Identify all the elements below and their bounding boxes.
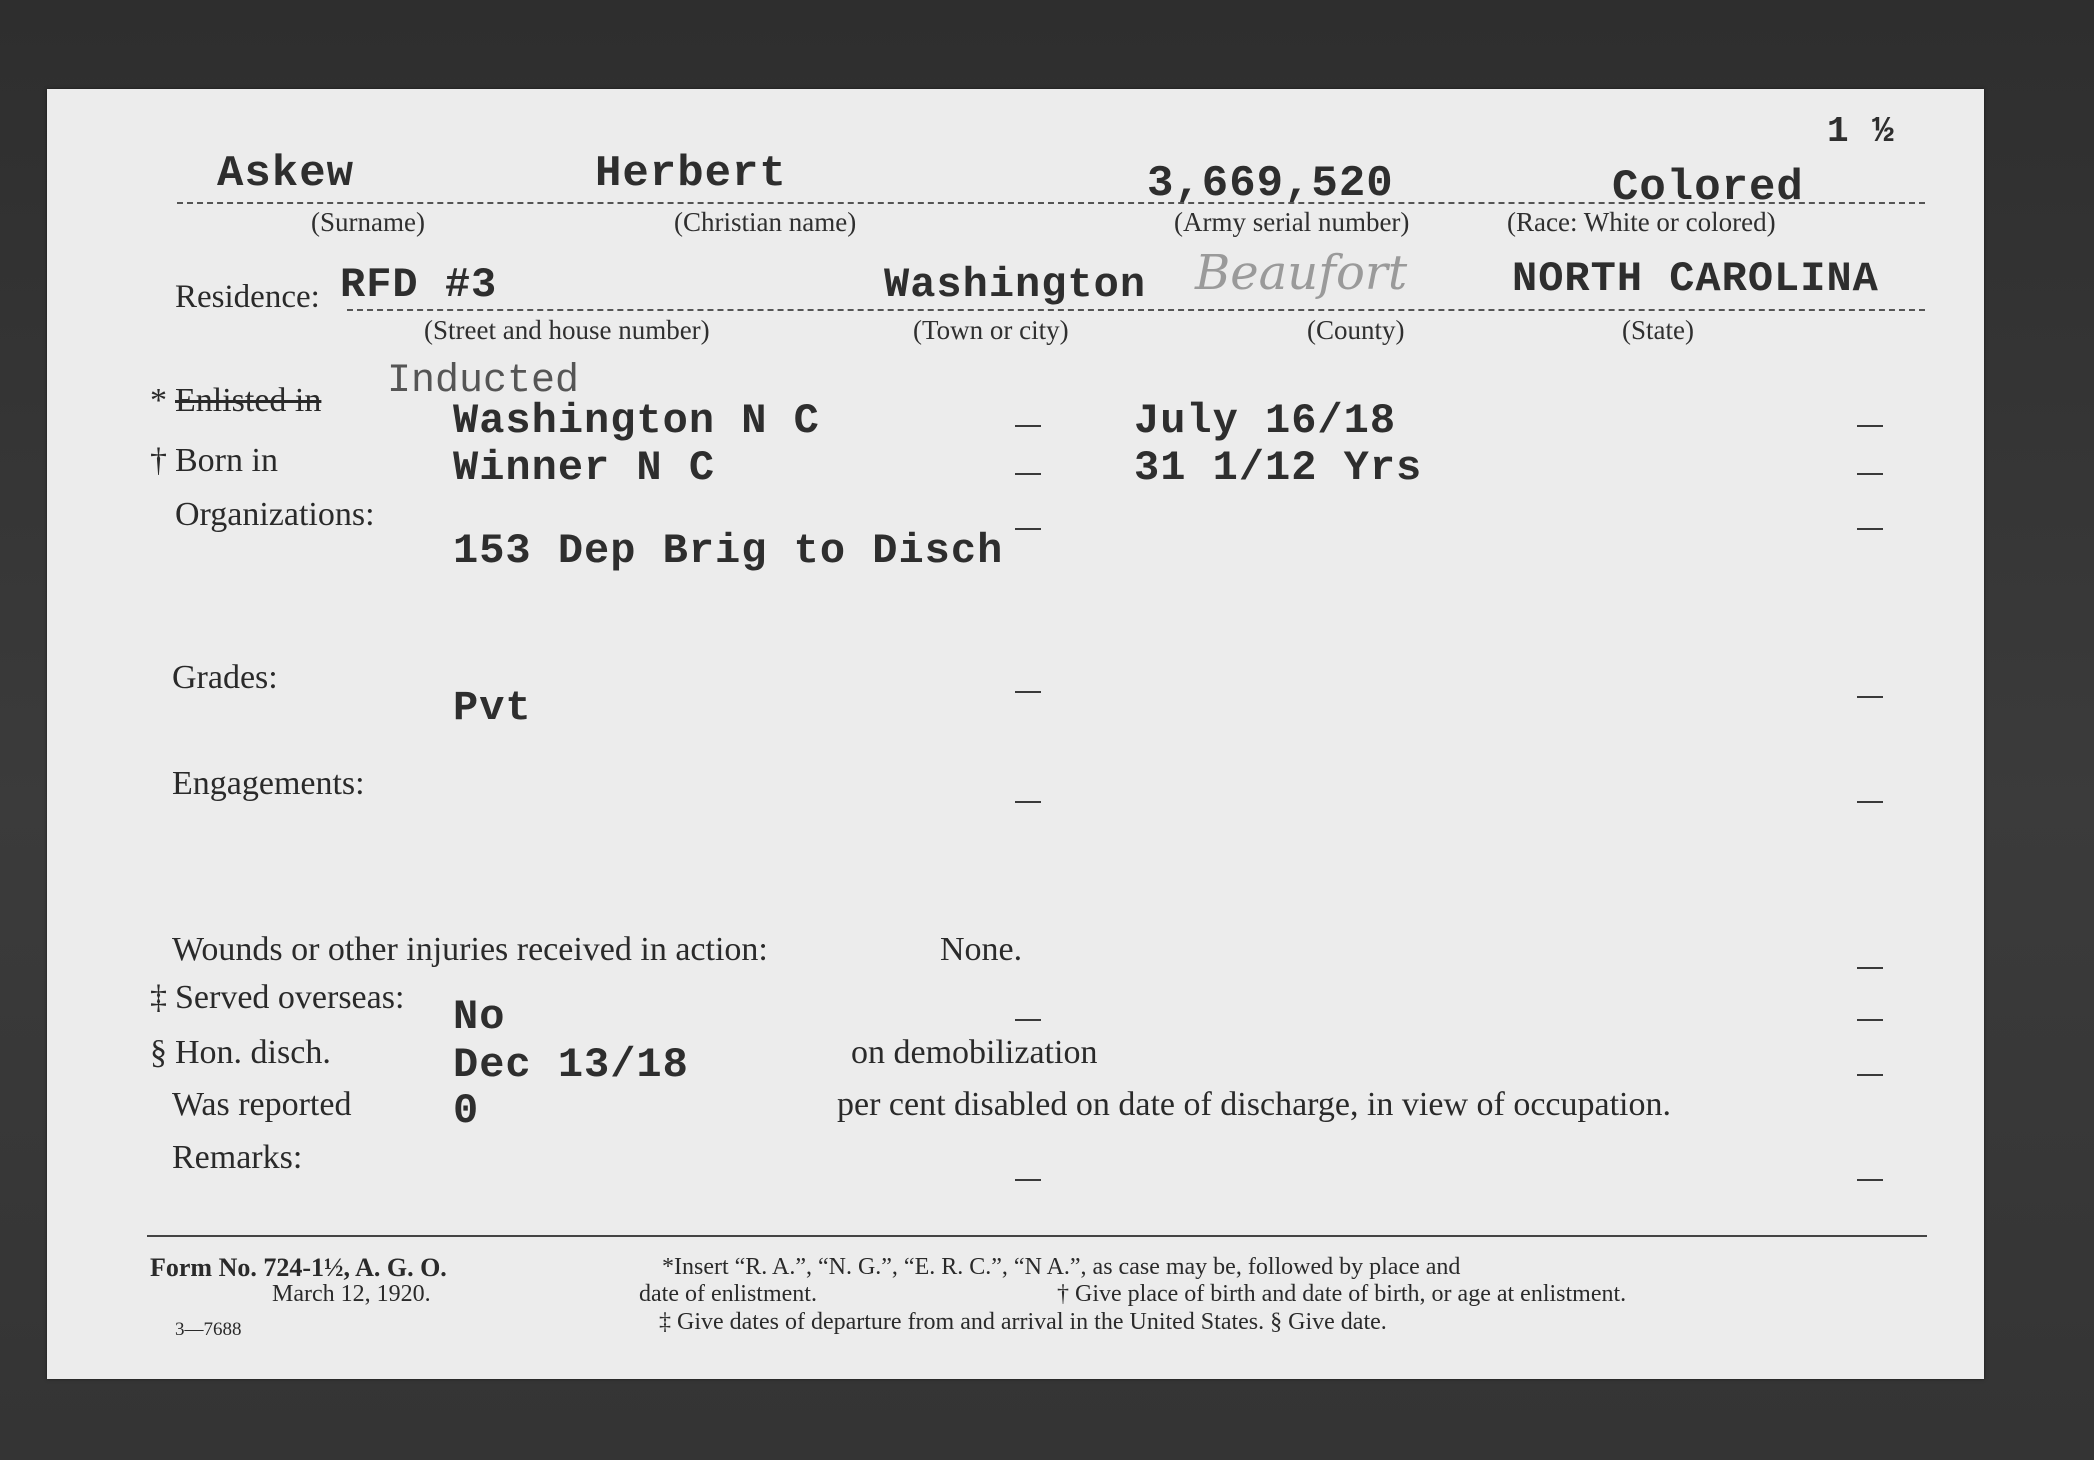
enlisted-marker: * (150, 382, 167, 419)
overseas-label: Served overseas: (175, 979, 405, 1016)
residence-label: Residence: (175, 279, 320, 315)
born-place-value: Winner N C (453, 444, 716, 492)
born-label: Born in (175, 442, 278, 479)
discharge-reason: on demobilization (851, 1034, 1098, 1071)
street-caption: (Street and house number) (424, 315, 710, 345)
surname-caption: (Surname) (311, 207, 425, 237)
grades-label: Grades: (172, 659, 278, 696)
enlisted-tick-right (1857, 425, 1883, 427)
christian-name-value: Herbert (595, 149, 787, 199)
discharge-date-value: Dec 13/18 (453, 1041, 689, 1089)
residence-town-value: Washington (884, 261, 1147, 309)
organizations-value: 153 Dep Brig to Disch (453, 527, 1004, 575)
race-value: Colored (1612, 163, 1804, 213)
remarks-tick-left (1015, 1179, 1041, 1181)
residence-street-value: RFD #3 (340, 261, 498, 309)
state-caption: (State) (1622, 315, 1694, 345)
form-number: Form No. 724-1½, A. G. O. (150, 1253, 447, 1282)
overseas-marker: ‡ (150, 979, 167, 1016)
discharge-marker: § (150, 1034, 167, 1071)
born-age-value: 31 1/12 Yrs (1134, 444, 1423, 492)
footnote-insert-line1: *Insert “R. A.”, “N. G.”, “E. R. C.”, “N A.”, as case may be, followed by place and (662, 1254, 1461, 1280)
residence-state-value: NORTH CAROLINA (1512, 255, 1879, 303)
christian-name-caption: (Christian name) (674, 207, 857, 237)
county-caption: (County) (1307, 315, 1405, 345)
wounds-tick-right (1857, 967, 1883, 969)
grades-value: Pvt (453, 684, 532, 732)
born-tick-left (1015, 473, 1041, 475)
remarks-label: Remarks: (172, 1139, 303, 1176)
serial-number-caption: (Army serial number) (1174, 207, 1410, 237)
wounds-value: None. (940, 931, 1023, 968)
grades-tick-right (1857, 696, 1883, 698)
header-dashed-rule (177, 202, 1925, 204)
print-code: 3—7688 (175, 1319, 242, 1340)
town-caption: (Town or city) (913, 315, 1069, 345)
surname-value: Askew (217, 149, 355, 199)
wounds-label: Wounds or other injuries received in action: (172, 931, 768, 968)
overseas-value: No (453, 993, 506, 1041)
engagements-tick-right (1857, 801, 1883, 803)
overseas-tick-right (1857, 1019, 1883, 1021)
remarks-tick-right (1857, 1179, 1883, 1181)
enlisted-label: Enlisted in (175, 382, 322, 419)
engagements-label: Engagements: (172, 765, 365, 802)
footnote-birth: † Give place of birth and date of birth, or age at enlistment. (1057, 1281, 1627, 1307)
grades-tick-left (1015, 691, 1041, 693)
organizations-label: Organizations: (175, 496, 375, 533)
overseas-tick-left (1015, 1019, 1041, 1021)
reported-value: 0 (453, 1087, 480, 1135)
engagements-tick-left (1015, 801, 1041, 803)
reported-label: Was reported (172, 1086, 352, 1123)
reported-text: per cent disabled on date of discharge, in view of occupation. (837, 1086, 1671, 1123)
inducted-overtype: Inducted (387, 359, 580, 404)
enlisted-place-value: Washington N C (453, 397, 820, 445)
form-date: March 12, 1920. (272, 1281, 431, 1307)
footnote-insert-line2: date of enlistment. (639, 1281, 817, 1307)
residence-county-handwritten: Beaufort (1195, 245, 1408, 301)
organizations-tick-right (1857, 528, 1883, 530)
service-record-card (47, 89, 1984, 1379)
organizations-tick-left (1015, 528, 1041, 530)
page-marker: 1 ½ (1827, 111, 1895, 152)
residence-dashed-rule (347, 309, 1925, 311)
race-caption: (Race: White or colored) (1507, 207, 1776, 237)
enlisted-date-value: July 16/18 (1134, 397, 1397, 445)
born-tick-right (1857, 473, 1883, 475)
discharge-tick-right (1857, 1074, 1883, 1076)
footnote-overseas-dates: ‡ Give dates of departure from and arrival in the United States. § Give date. (659, 1309, 1387, 1335)
born-marker: † (150, 442, 167, 479)
discharge-label: Hon. disch. (175, 1034, 331, 1071)
enlisted-tick-left (1015, 425, 1041, 427)
footer-rule (147, 1235, 1927, 1237)
serial-number-value: 3,669,520 (1147, 159, 1394, 209)
